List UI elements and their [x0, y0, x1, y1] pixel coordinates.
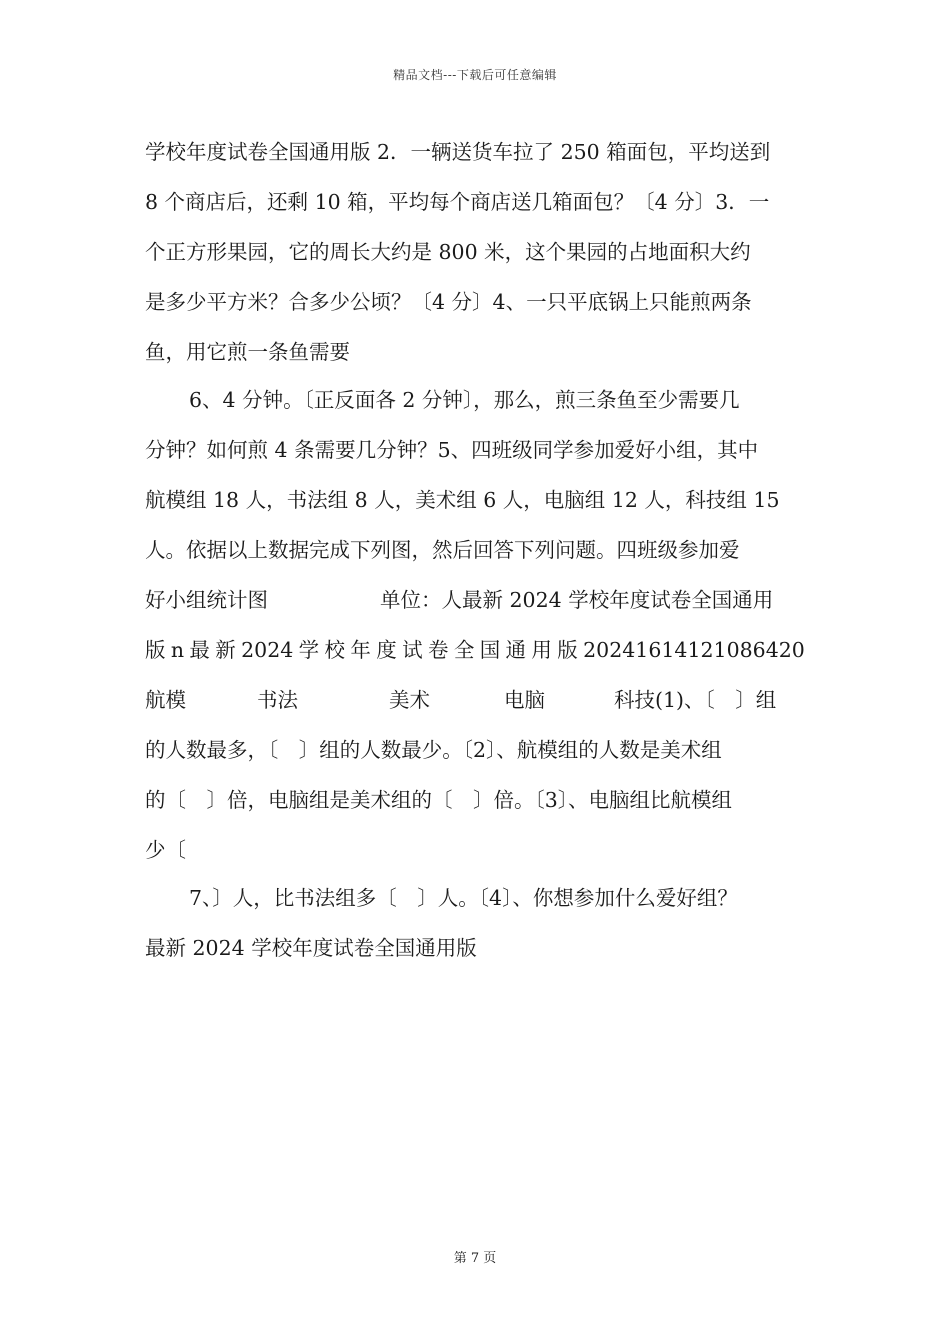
category-label: 美术	[389, 688, 430, 712]
spaced-token: 国	[479, 638, 501, 662]
spaced-token: 校	[324, 638, 346, 662]
spaced-token: 学	[298, 638, 320, 662]
spaced-token: 试	[402, 638, 423, 662]
text-line: 的〔 〕倍，电脑组是美术组的〔 〕倍。〔3〕、电脑组比航模组	[145, 788, 733, 812]
spaced-token: 版	[145, 638, 166, 662]
spaced-token: 度	[376, 638, 397, 662]
paragraph-3	[145, 873, 810, 973]
text-line: 学校年度试卷全国通用版 2．一辆送货车拉了 250 箱面包，平均送到	[145, 140, 771, 164]
spaced-token: 全	[453, 638, 475, 662]
text-line: 是多少平方米？合多少公顷？〔4 分〕4、一只平底锅上只能煎两条	[145, 290, 752, 314]
category-label: 书法	[257, 688, 298, 712]
spaced-token: 卷	[427, 638, 449, 662]
category-label-last: 科技(1)、〔 〕组	[614, 688, 777, 712]
spaced-token: 版	[557, 638, 578, 662]
spaced-token: 新	[215, 638, 236, 662]
text-line: 8 个商店后，还剩 10 箱，平均每个商店送几箱面包？〔4 分〕3．一	[145, 190, 770, 214]
category-label: 电脑	[504, 688, 545, 712]
spaced-token: n	[170, 638, 185, 662]
chart-title-line	[145, 575, 810, 625]
spaced-token: 年	[350, 638, 371, 662]
chart-title-left: 好小组统计图	[145, 588, 268, 612]
category-label: 航模	[145, 688, 186, 712]
text-line: 7、〕人，比书法组多〔 〕人。〔4〕、你想参加什么爱好组？	[189, 886, 738, 910]
spaced-token: 通	[505, 638, 527, 662]
page-number: 第 7 页	[453, 1251, 497, 1266]
paragraph-1	[145, 127, 810, 377]
text-line: 鱼，用它煎一条鱼需要	[145, 340, 350, 364]
spaced-token: 2024	[241, 638, 294, 662]
categories-line	[145, 675, 810, 725]
paragraph-2	[145, 375, 810, 875]
text-line: 人。依据以上数据完成下列图，然后回答下列问题。四班级参加爱	[145, 538, 740, 562]
text-line: 分钟？如何煎 4 条需要几分钟？5、四班级同学参加爱好小组，其中	[145, 438, 759, 462]
text-line: 少〔	[145, 838, 186, 862]
text-line: 的人数最多，〔 〕组的人数最少。〔2〕、航模组的人数是美术组	[145, 738, 722, 762]
spaced-token: 用	[531, 638, 552, 662]
text-line: 6、4 分钟。〔正反面各 2 分钟〕，那么，煎三条鱼至少需要几	[189, 388, 740, 412]
spaced-token: 最	[189, 638, 210, 662]
text-line: 航模组 18 人，书法组 8 人，美术组 6 人，电脑组 12 人，科技组 15	[145, 488, 780, 512]
spaced-line	[145, 625, 805, 675]
chart-title-right: 单位：人最新 2024 学校年度试卷全国通用	[380, 588, 774, 612]
page-header: 精品文档---下载后可任意编辑	[393, 68, 557, 82]
spaced-token: 20241614121086420	[583, 638, 805, 662]
text-line: 个正方形果园，它的周长大约是 800 米，这个果园的占地面积大约	[145, 240, 751, 264]
text-line: 最新 2024 学校年度试卷全国通用版	[145, 936, 477, 960]
